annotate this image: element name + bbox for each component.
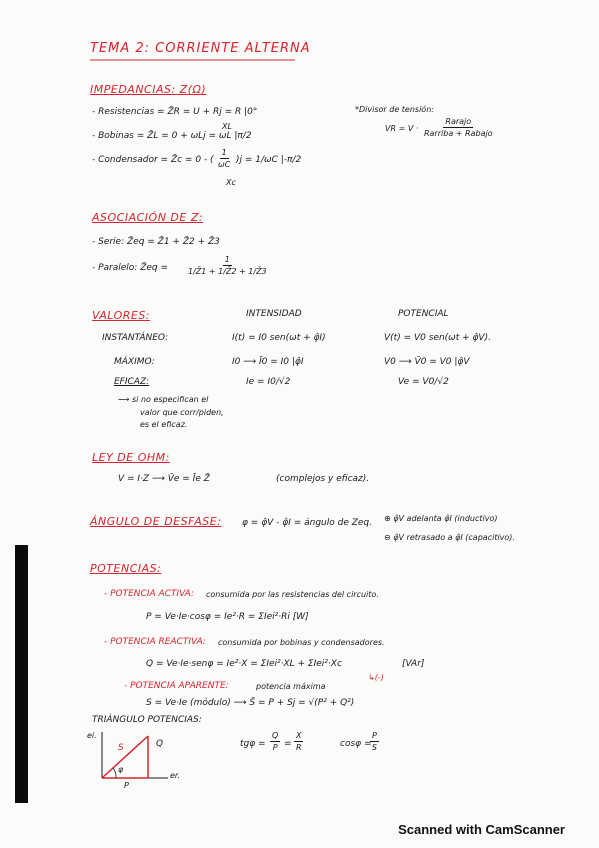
eficaz-note-3: es el eficaz. (140, 420, 188, 429)
divisor-den: Rarriba + Rabajo (424, 129, 493, 138)
label-instantaneo: INSTANTÁNEO: (102, 333, 169, 343)
tg-num-2: X (296, 731, 302, 740)
divisor-lhs: VR = V · (385, 124, 419, 133)
potencia-reactiva-title: - POTENCIA REACTIVA: (104, 637, 206, 647)
paralelo-den: 1/Z̄1 + 1/Z̄2 + 1/Z̄3 (188, 267, 267, 276)
condensador-xc-label: Xc (226, 178, 236, 187)
valores-heading: VALORES: (92, 309, 151, 322)
potencia-aparente-formula: S = Ve·Ie (módulo) ⟶ S̄ = P + Sj = √(P² + Q²) (146, 698, 355, 708)
potencia-activa-desc: consumida por las resistencias del circuito. (206, 590, 379, 599)
ef-intensidad: Ie = I0/√2 (246, 377, 291, 387)
desfase-capacitivo: ⊖ φ̂V retrasado a φ̂I (capacitivo). (384, 533, 515, 542)
ef-potencial: Ve = V0/√2 (398, 377, 449, 387)
scan-edge-shadow (15, 545, 28, 803)
page-title: TEMA 2: CORRIENTE ALTERNA (90, 41, 311, 56)
col-potencial: POTENCIAL (398, 309, 449, 319)
bobinas-xl-label: XL (222, 122, 232, 131)
triangle-label-ei: ei. (87, 731, 97, 740)
triangulo-title: TRIÁNGULO POTENCIAS: (92, 715, 202, 725)
desfase-inductivo: ⊕ φ̂V adelanta φ̂I (inductivo) (384, 514, 498, 523)
asociacion-heading: ASOCIACIÓN DE Z: (92, 211, 204, 224)
cos-fraction (370, 731, 379, 752)
triangle-label-p: P (124, 781, 129, 790)
tg-fraction-2 (294, 731, 303, 752)
label-maximo: MÁXIMO: (114, 357, 155, 367)
phi-arc (113, 768, 116, 778)
ohm-note: (complejos y eficaz). (276, 474, 370, 484)
impedancias-heading: IMPEDANCIAS: Z(Ω) (90, 83, 207, 96)
impedancia-condensador (92, 156, 214, 165)
ohm-heading: LEY DE OHM: (92, 451, 170, 464)
potencia-activa-title: - POTENCIA ACTIVA: (104, 589, 194, 599)
potencia-aparente-desc: potencia máxima (256, 682, 326, 691)
divisor-fraction (424, 117, 493, 138)
max-potencial: V0 ⟶ V̄0 = V0 |φ̂V (384, 357, 470, 367)
tg-den-1: P (272, 743, 278, 752)
asociacion-serie: - Serie: Z̄eq = Z̄1 + Z̄2 + Z̄3 (92, 237, 220, 247)
triangle-label-s: S (118, 743, 124, 753)
potencia-aparente-title: - POTENCIA APARENTE: (124, 681, 229, 691)
potencia-reactiva-desc: consumida por bobinas y condensadores. (218, 638, 385, 647)
condensador-rhs: )j = 1/ωC |-π/2 (236, 155, 302, 165)
potencia-reactiva-formula: Q = Ve·Ie·senφ = Ie²·X = ΣIei²·XL + ΣIei²·Xc (146, 659, 342, 669)
desfase-heading: ÁNGULO DE DESFASE: (90, 515, 222, 528)
col-intensidad: INTENSIDAD (246, 309, 302, 319)
triangle-label-phi: φ (118, 765, 124, 774)
cos-num: P (372, 731, 377, 740)
label-eficaz: EFICAZ: (114, 377, 150, 387)
cos-den: S (371, 743, 377, 752)
ohm-formula: V = I·Z ⟶ V̄e = Īe Z̄ (118, 474, 210, 484)
tg-eq: = (284, 739, 292, 749)
potencia-reactiva-unit: [VAr] (402, 659, 425, 669)
power-triangle (90, 728, 200, 784)
paralelo-fraction (188, 255, 267, 276)
desfase-formula: φ = φ̂V - φ̂I = ángulo de Zeq. (242, 518, 373, 528)
divisor-title: *Divisor de tensión: (355, 105, 434, 114)
divisor-num: Rarajo (445, 117, 472, 126)
impedancia-bobinas: - Bobinas = Z̄L = 0 + ωLj = ωL |π/2 (92, 131, 252, 141)
condensador-fraction (218, 148, 230, 169)
vector-s (102, 736, 148, 778)
potencias-heading: POTENCIAS: (90, 562, 162, 575)
potencia-reactiva-sign: ↳(-) (368, 673, 384, 682)
max-intensidad: I0 ⟶ Ī0 = I0 |φ̂I (232, 357, 304, 367)
condensador-lhs: - Condensador = Z̄c = 0 - ( (92, 155, 214, 165)
triangle-label-er: er. (170, 771, 181, 780)
inst-intensidad: I(t) = I0 sen(ωt + φ̂I) (232, 333, 326, 343)
tg-den-2: R (295, 743, 302, 752)
asociacion-paralelo-lhs: - Paralelo: Z̄eq = (92, 263, 169, 273)
tg-num-1: Q (272, 731, 279, 740)
cos-lhs: cosφ = (340, 739, 372, 749)
inst-potencial: V(t) = V0 sen(ωt + φ̂V). (384, 333, 491, 343)
condensador-num: 1 (221, 148, 227, 157)
eficaz-note-1: ⟶ si no especifican el (118, 395, 209, 404)
eficaz-note-2: valor que corr/piden, (140, 408, 224, 417)
impedancia-resistencias: - Resistencias = Z̄R = U + Rj = R |0° (92, 107, 258, 117)
scanner-watermark: Scanned with CamScanner (398, 822, 565, 837)
paralelo-num: 1 (224, 255, 230, 264)
triangle-label-q: Q (156, 739, 164, 749)
tg-fraction-1 (270, 731, 280, 752)
condensador-den: ωC (218, 160, 231, 169)
title-underline (90, 59, 300, 62)
tg-lhs: tgφ = (240, 739, 266, 749)
potencia-activa-formula: P = Ve·Ie·cosφ = Ie²·R = ΣIei²·Ri [W] (146, 612, 309, 622)
